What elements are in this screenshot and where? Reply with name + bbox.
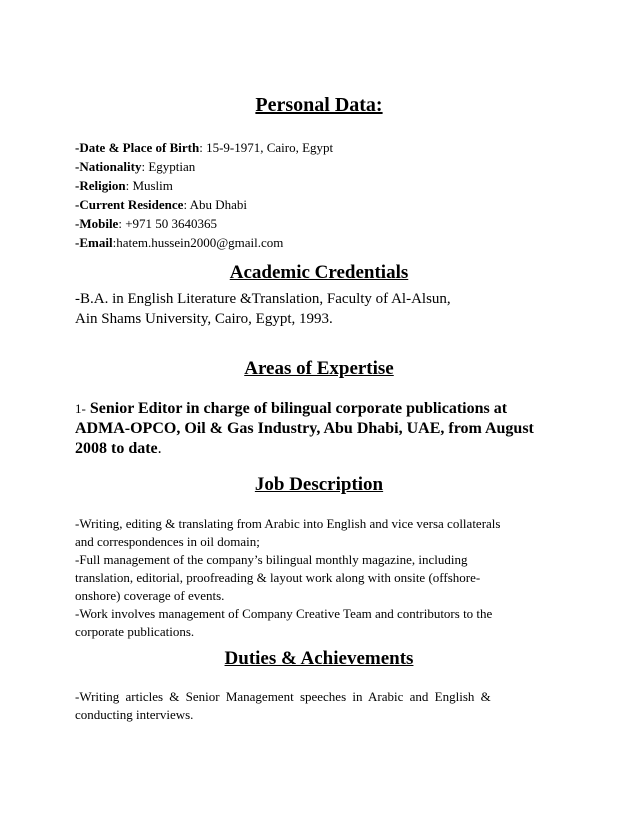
field-sep: : bbox=[118, 216, 126, 231]
field-sep: : bbox=[141, 159, 149, 174]
field-value: 15-9-1971, Cairo, Egypt bbox=[206, 140, 334, 155]
email-line bbox=[75, 233, 283, 252]
field-label: -Religion bbox=[75, 178, 126, 193]
field-sep: : bbox=[199, 140, 207, 155]
residence-line bbox=[75, 195, 247, 214]
expertise-text: Senior Editor in charge of bilingual corporate publications at bbox=[89, 400, 508, 417]
job-line: -Writing, editing & translating from Arabic into English and vice versa collaterals bbox=[75, 516, 501, 531]
job-line: and correspondences in oil domain; bbox=[75, 534, 260, 549]
personal-data-heading: Personal Data: bbox=[255, 94, 383, 116]
job-line: translation, editorial, proofreading & layout work along with onsite (offshore- bbox=[75, 570, 481, 585]
nationality-line bbox=[75, 157, 195, 176]
field-value: Muslim bbox=[132, 178, 173, 193]
expertise-line bbox=[75, 439, 162, 459]
academic-line: Ain Shams University, Cairo, Egypt, 1993. bbox=[75, 311, 333, 327]
expertise-text: 2008 to date bbox=[75, 440, 158, 457]
expertise-line bbox=[75, 399, 507, 419]
expertise-heading: Areas of Expertise bbox=[244, 358, 394, 379]
field-label: -Email bbox=[75, 235, 113, 250]
job-line: corporate publications. bbox=[75, 624, 195, 639]
job-line: -Work involves management of Company Creative Team and contributors to the bbox=[75, 606, 493, 621]
birth-line bbox=[75, 138, 333, 157]
field-sep: : bbox=[125, 178, 133, 193]
duties-line: conducting interviews. bbox=[75, 707, 194, 722]
field-value: hatem.hussein2000@gmail.com bbox=[116, 235, 284, 250]
religion-line bbox=[75, 176, 173, 195]
mobile-line bbox=[75, 214, 217, 233]
field-sep: : bbox=[112, 235, 117, 250]
field-value: +971 50 3640365 bbox=[125, 216, 218, 231]
duties-heading: Duties & Achievements bbox=[224, 648, 414, 669]
end-punct: . bbox=[157, 440, 162, 457]
job-line: -Full management of the company’s bilingual monthly magazine, including bbox=[75, 552, 468, 567]
duties-line: -Writing articles & Senior Management speeches in Arabic and English & bbox=[75, 689, 491, 704]
field-label: -Mobile bbox=[75, 216, 119, 231]
job-line: onshore) coverage of events. bbox=[75, 588, 225, 603]
field-label: -Current Residence bbox=[75, 197, 184, 212]
academic-line: -B.A. in English Literature &Translation, Faculty of Al-Alsun, bbox=[75, 291, 451, 307]
field-sep: : bbox=[183, 197, 190, 212]
field-label: -Nationality bbox=[75, 159, 142, 174]
academic-heading: Academic Credentials bbox=[229, 262, 409, 283]
field-value: Egyptian bbox=[148, 159, 196, 174]
job-heading: Job Description bbox=[254, 474, 384, 495]
expertise-line: ADMA-OPCO, Oil & Gas Industry, Abu Dhabi, UAE, from August bbox=[75, 420, 534, 437]
field-value: Abu Dhabi bbox=[189, 197, 248, 212]
field-label: -Date & Place of Birth bbox=[75, 140, 200, 155]
list-number: 1- bbox=[75, 401, 86, 416]
